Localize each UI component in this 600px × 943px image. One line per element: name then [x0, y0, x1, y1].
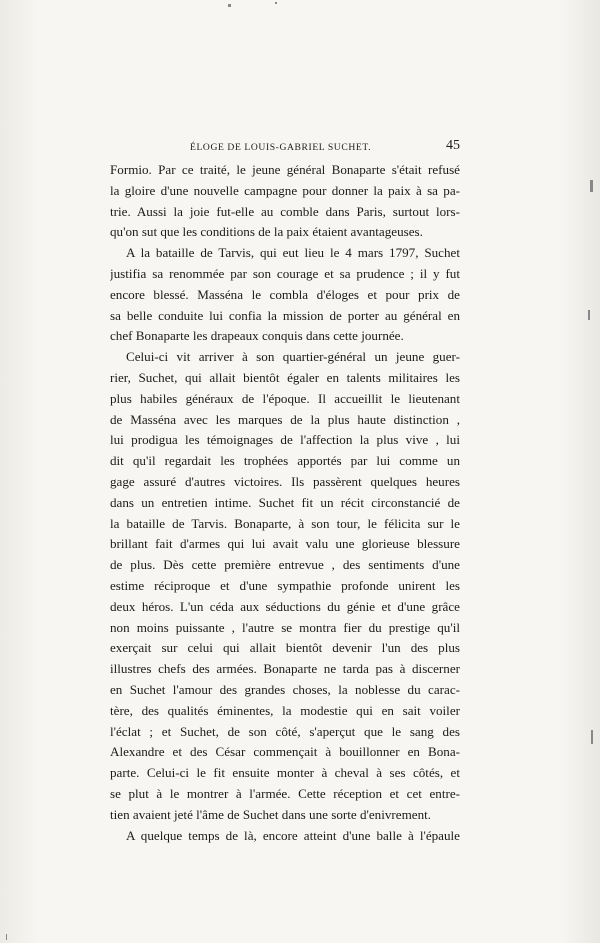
text-line: encore blessé. Masséna le combla d'éloges et pour prix de	[110, 286, 460, 302]
text-line: l'éclat ; et Suchet, de son côté, s'aperçut que le sang des	[110, 723, 460, 739]
text-line: Alexandre et des César commençait à bouillonner en Bona-	[110, 744, 460, 760]
text-line: de plus. Dès cette première entrevue , des sentiments d'une	[110, 557, 460, 573]
text-line: gage assuré d'autres victoires. Ils passèrent quelques heures	[110, 473, 460, 489]
ink-speck	[228, 4, 231, 7]
text-line: brillant fait d'armes qui lui avait valu une glorieuse blessure	[110, 536, 460, 552]
page-number: 45	[446, 138, 460, 153]
ink-speck	[588, 310, 590, 320]
body-text	[110, 160, 460, 846]
text-line: tère, des qualités éminentes, la modestie qui en sait voiler	[110, 702, 460, 718]
ink-speck	[6, 934, 7, 940]
text-line: deux héros. L'un céda aux séductions du génie et d'une grâce	[110, 598, 460, 614]
text-line: trie. Aussi la joie fut-elle au comble dans Paris, surtout lors-	[110, 203, 460, 219]
page-header	[110, 140, 460, 158]
text-line: chef Bonaparte les drapeaux conquis dans cette journée.	[110, 328, 404, 344]
text-line: la gloire d'une nouvelle campagne pour donner la paix à sa pa-	[110, 182, 460, 198]
text-line: qu'on sut que les conditions de la paix étaient avantageuses.	[110, 224, 423, 240]
ink-speck	[590, 180, 593, 192]
text-line: en Suchet l'amour des grandes choses, la noblesse du carac-	[110, 681, 460, 697]
text-line: dit qu'il regardait les trophées apportés par lui comme un	[110, 453, 460, 469]
text-line: se plut à le montrer à l'armée. Cette réception et cet entre-	[110, 785, 460, 801]
text-line: Formio. Par ce traité, le jeune général Bonaparte s'était refusé	[110, 162, 460, 177]
ink-speck	[275, 2, 277, 4]
ink-speck	[591, 730, 593, 744]
text-line: tien avaient jeté l'âme de Suchet dans une sorte d'enivrement.	[110, 806, 432, 822]
text-line: dans un entretien intime. Suchet fit un récit circonstancié de	[110, 494, 460, 510]
text-line: exerçait sur celui qui allait bientôt devenir l'un des plus	[110, 640, 460, 656]
running-head: ÉLOGE DE LOUIS-GABRIEL SUCHET.	[190, 142, 372, 153]
text-line: sa belle conduite lui confia la mission de porter au général en	[110, 307, 460, 323]
text-line: Celui-ci vit arriver à son quartier-général un jeune guer-	[126, 349, 460, 365]
text-line: illustres chefs des armées. Bonaparte ne tarda pas à discerner	[110, 661, 460, 677]
text-line: plus habiles généraux de l'époque. Il accueillit le lieutenant	[110, 390, 460, 406]
text-line: parte. Celui-ci le fit ensuite monter à cheval à ses côtés, et	[110, 765, 460, 781]
text-line: de Masséna avec les marques de la plus haute distinction ,	[110, 411, 460, 427]
text-line: non moins puissante , l'autre se montra fier du prestige qu'il	[110, 619, 460, 635]
text-line: lui prodigua les témoignages de l'affection la plus vive , lui	[110, 432, 460, 448]
text-line: justifia sa renommée par son courage et sa prudence ; il y fut	[110, 265, 460, 281]
text-line: A la bataille de Tarvis, qui eut lieu le 4 mars 1797, Suchet	[126, 245, 460, 261]
text-line: estime réciproque et d'une sympathie profonde unirent les	[110, 577, 460, 593]
text-line: rier, Suchet, qui allait bientôt égaler en talents militaires les	[110, 369, 460, 385]
text-line: la bataille de Tarvis. Bonaparte, à son tour, le félicita sur le	[110, 515, 460, 531]
text-line: A quelque temps de là, encore atteint d'une balle à l'épaule	[126, 827, 460, 843]
